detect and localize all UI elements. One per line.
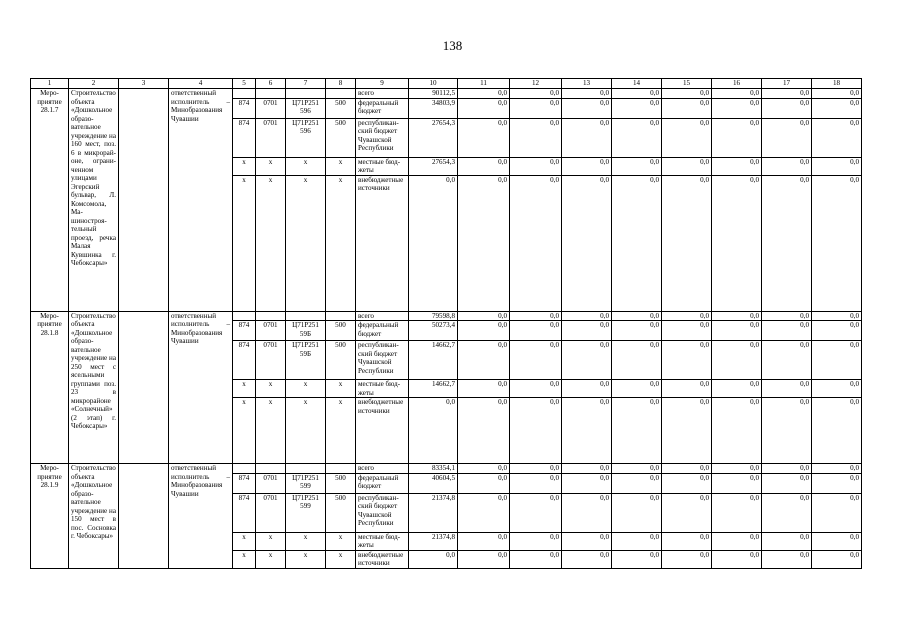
amount-year: 0,0 [562, 493, 612, 532]
expense-type-code: 500 [326, 493, 356, 532]
amount-year: 0,0 [662, 118, 712, 157]
target-article-code: x [286, 398, 326, 464]
amount-year: 0,0 [612, 321, 662, 341]
amount-year: 0,0 [510, 493, 562, 532]
amount-year: 0,0 [562, 341, 612, 380]
amount-year: 0,0 [458, 380, 510, 398]
responsible-executor: ответственный исполнитель – Минобразования Чувашии [169, 311, 233, 464]
amount-year: 0,0 [712, 532, 762, 550]
amount-year: 0,0 [812, 532, 862, 550]
amount-year: 0,0 [812, 311, 862, 321]
amount-year: 0,0 [510, 118, 562, 157]
amount-total: 27654,3 [409, 118, 458, 157]
amount-total: 40604,5 [409, 473, 458, 493]
amount-year: 0,0 [812, 464, 862, 474]
amount-year: 0,0 [712, 311, 762, 321]
target-article-code: x [286, 532, 326, 550]
funding-source: всего [356, 311, 409, 321]
column-number: 10 [409, 79, 458, 89]
column-number: 5 [233, 79, 256, 89]
amount-year: 0,0 [510, 321, 562, 341]
column-number: 7 [286, 79, 326, 89]
table-row [31, 89, 862, 99]
amount-total: 21374,8 [409, 493, 458, 532]
amount-year: 0,0 [662, 380, 712, 398]
target-article-code [286, 311, 326, 321]
section-code: 0701 [256, 321, 286, 341]
amount-year: 0,0 [662, 532, 712, 550]
column-number: 13 [562, 79, 612, 89]
grbs-code: x [233, 380, 256, 398]
amount-year: 0,0 [612, 380, 662, 398]
grbs-code: x [233, 532, 256, 550]
event-number: Мероприятие 28.1.9 [31, 464, 69, 569]
amount-year: 0,0 [662, 321, 712, 341]
section-code: x [256, 380, 286, 398]
amount-year: 0,0 [762, 493, 812, 532]
amount-year: 0,0 [812, 157, 862, 175]
amount-year: 0,0 [612, 464, 662, 474]
amount-year: 0,0 [712, 175, 762, 311]
amount-year: 0,0 [662, 341, 712, 380]
amount-year: 0,0 [812, 473, 862, 493]
amount-year: 0,0 [762, 398, 812, 464]
expense-type-code: x [326, 550, 356, 568]
expense-type-code [326, 464, 356, 474]
amount-year: 0,0 [458, 175, 510, 311]
amount-year: 0,0 [712, 380, 762, 398]
section-code [256, 311, 286, 321]
amount-year: 0,0 [662, 157, 712, 175]
amount-year: 0,0 [510, 464, 562, 474]
section-code: x [256, 175, 286, 311]
funding-source: местные бюджеты [356, 532, 409, 550]
empty-cell [119, 311, 169, 464]
funding-source: внебюджетные источники [356, 550, 409, 568]
amount-year: 0,0 [458, 493, 510, 532]
empty-cell [119, 464, 169, 569]
amount-year: 0,0 [662, 175, 712, 311]
column-number: 18 [812, 79, 862, 89]
section-code: x [256, 398, 286, 464]
grbs-code: 874 [233, 98, 256, 118]
amount-year: 0,0 [762, 550, 812, 568]
amount-year: 0,0 [762, 175, 812, 311]
target-article-code: Ц71P251 599 [286, 473, 326, 493]
amount-year: 0,0 [812, 118, 862, 157]
amount-year: 0,0 [812, 175, 862, 311]
amount-year: 0,0 [510, 311, 562, 321]
table-row [31, 464, 862, 474]
amount-year: 0,0 [612, 311, 662, 321]
section-code: 0701 [256, 473, 286, 493]
column-number: 15 [662, 79, 712, 89]
amount-year: 0,0 [762, 89, 812, 99]
amount-total: 14662,7 [409, 380, 458, 398]
responsible-executor: ответственный исполнитель – Минобразования Чувашии [169, 89, 233, 312]
amount-year: 0,0 [612, 341, 662, 380]
target-article-code: Ц71P251 59Б [286, 341, 326, 380]
funding-source: внебюджетные источники [356, 175, 409, 311]
amount-year: 0,0 [510, 98, 562, 118]
funding-source: всего [356, 89, 409, 99]
amount-year: 0,0 [712, 550, 762, 568]
funding-source: федеральный бюджет [356, 321, 409, 341]
amount-year: 0,0 [612, 118, 662, 157]
amount-year: 0,0 [662, 550, 712, 568]
page-number: 138 [442, 38, 463, 53]
expense-type-code: 500 [326, 341, 356, 380]
amount-year: 0,0 [510, 550, 562, 568]
grbs-code [233, 89, 256, 99]
amount-year: 0,0 [562, 380, 612, 398]
amount-year: 0,0 [562, 98, 612, 118]
amount-total: 21374,8 [409, 532, 458, 550]
amount-year: 0,0 [510, 89, 562, 99]
column-number: 2 [69, 79, 119, 89]
amount-total: 14662,7 [409, 341, 458, 380]
funding-source: федеральный бюджет [356, 98, 409, 118]
amount-year: 0,0 [562, 550, 612, 568]
grbs-code: 874 [233, 118, 256, 157]
section-code: x [256, 157, 286, 175]
amount-year: 0,0 [812, 341, 862, 380]
amount-year: 0,0 [612, 98, 662, 118]
funding-source: федеральный бюджет [356, 473, 409, 493]
amount-year: 0,0 [662, 464, 712, 474]
amount-year: 0,0 [662, 493, 712, 532]
expense-type-code: 500 [326, 321, 356, 341]
amount-year: 0,0 [562, 464, 612, 474]
expense-type-code: x [326, 532, 356, 550]
target-article-code: Ц71P251 596 [286, 98, 326, 118]
target-article-code: Ц71P251 596 [286, 118, 326, 157]
empty-cell [119, 89, 169, 312]
amount-total: 50273,4 [409, 321, 458, 341]
funding-source: республиканский бюджет Чувашской Республики [356, 493, 409, 532]
section-code: x [256, 550, 286, 568]
amount-year: 0,0 [762, 341, 812, 380]
amount-year: 0,0 [662, 89, 712, 99]
amount-year: 0,0 [612, 175, 662, 311]
grbs-code: 874 [233, 493, 256, 532]
amount-year: 0,0 [712, 118, 762, 157]
amount-year: 0,0 [612, 157, 662, 175]
amount-year: 0,0 [712, 89, 762, 99]
target-article-code: x [286, 550, 326, 568]
amount-year: 0,0 [712, 157, 762, 175]
expense-type-code: 500 [326, 473, 356, 493]
column-number: 3 [119, 79, 169, 89]
amount-year: 0,0 [712, 321, 762, 341]
amount-year: 0,0 [458, 311, 510, 321]
expense-type-code: x [326, 398, 356, 464]
column-number: 17 [762, 79, 812, 89]
column-number: 12 [510, 79, 562, 89]
amount-year: 0,0 [510, 175, 562, 311]
amount-year: 0,0 [458, 89, 510, 99]
amount-year: 0,0 [612, 532, 662, 550]
target-article-code [286, 464, 326, 474]
amount-year: 0,0 [612, 493, 662, 532]
amount-year: 0,0 [812, 321, 862, 341]
target-article-code: Ц71P251 599 [286, 493, 326, 532]
amount-year: 0,0 [712, 98, 762, 118]
event-description: Строительство объекта «Дошкольное образовательное учреждение на 250 мест с ясельными группами поз. 23 в микрорайоне «Солнечный» (2 этап) г. Чебоксары» [69, 311, 119, 464]
table-row [31, 311, 862, 321]
amount-year: 0,0 [762, 311, 812, 321]
amount-year: 0,0 [510, 341, 562, 380]
amount-year: 0,0 [562, 118, 612, 157]
column-number: 6 [256, 79, 286, 89]
amount-total: 0,0 [409, 398, 458, 464]
amount-year: 0,0 [812, 89, 862, 99]
event-description: Строительство объекта «Дошкольное образовательное учреждение на 160 мест, поз. 6 в микрорайоне, ограниченном улицами Эгерский бульвар, Л. Комсомола, Машиностроятельный проезд, речка Малая Кувшинка г. Чебоксары» [69, 89, 119, 312]
expense-type-code [326, 311, 356, 321]
section-code: 0701 [256, 118, 286, 157]
section-code: 0701 [256, 98, 286, 118]
amount-year: 0,0 [562, 175, 612, 311]
funding-source: республиканский бюджет Чувашской Республики [356, 118, 409, 157]
funding-source: республиканский бюджет Чувашской Республики [356, 341, 409, 380]
amount-year: 0,0 [562, 89, 612, 99]
target-article-code: x [286, 175, 326, 311]
amount-year: 0,0 [612, 473, 662, 493]
expense-type-code [326, 89, 356, 99]
amount-year: 0,0 [712, 341, 762, 380]
expense-type-code: x [326, 157, 356, 175]
target-article-code: Ц71P251 59Б [286, 321, 326, 341]
grbs-code: x [233, 175, 256, 311]
amount-year: 0,0 [712, 493, 762, 532]
section-code: 0701 [256, 493, 286, 532]
amount-year: 0,0 [662, 98, 712, 118]
amount-year: 0,0 [562, 532, 612, 550]
amount-year: 0,0 [762, 98, 812, 118]
amount-year: 0,0 [812, 380, 862, 398]
amount-year: 0,0 [510, 398, 562, 464]
expense-type-code: 500 [326, 118, 356, 157]
amount-year: 0,0 [812, 493, 862, 532]
event-description: Строительство объекта «Дошкольное образовательное учреждение на 150 мест в пос. Сосновка г. Чебоксары» [69, 464, 119, 569]
grbs-code: x [233, 157, 256, 175]
funding-source: внебюджетные источники [356, 398, 409, 464]
amount-year: 0,0 [458, 157, 510, 175]
funding-source: местные бюджеты [356, 157, 409, 175]
grbs-code: 874 [233, 473, 256, 493]
amount-year: 0,0 [562, 157, 612, 175]
column-number: 4 [169, 79, 233, 89]
amount-year: 0,0 [762, 157, 812, 175]
amount-total: 34803,9 [409, 98, 458, 118]
amount-year: 0,0 [458, 398, 510, 464]
amount-year: 0,0 [812, 550, 862, 568]
responsible-executor: ответственный исполнитель – Минобразования Чувашии [169, 464, 233, 569]
expense-type-code: x [326, 175, 356, 311]
grbs-code [233, 311, 256, 321]
amount-year: 0,0 [458, 473, 510, 493]
amount-year: 0,0 [812, 98, 862, 118]
column-number: 11 [458, 79, 510, 89]
amount-year: 0,0 [762, 118, 812, 157]
grbs-code: 874 [233, 341, 256, 380]
section-code: x [256, 532, 286, 550]
grbs-code: 874 [233, 321, 256, 341]
amount-year: 0,0 [612, 89, 662, 99]
grbs-code: x [233, 550, 256, 568]
amount-year: 0,0 [762, 473, 812, 493]
grbs-code [233, 464, 256, 474]
section-code: 0701 [256, 341, 286, 380]
amount-year: 0,0 [510, 532, 562, 550]
amount-year: 0,0 [812, 398, 862, 464]
amount-year: 0,0 [762, 380, 812, 398]
amount-year: 0,0 [458, 532, 510, 550]
amount-year: 0,0 [510, 157, 562, 175]
amount-year: 0,0 [458, 98, 510, 118]
target-article-code: x [286, 380, 326, 398]
amount-year: 0,0 [712, 473, 762, 493]
column-number: 14 [612, 79, 662, 89]
amount-year: 0,0 [662, 311, 712, 321]
amount-year: 0,0 [458, 464, 510, 474]
amount-total: 79598,8 [409, 311, 458, 321]
amount-year: 0,0 [712, 398, 762, 464]
amount-total: 83354,1 [409, 464, 458, 474]
amount-year: 0,0 [562, 311, 612, 321]
event-number: Мероприятие 28.1.8 [31, 311, 69, 464]
amount-total: 90112,5 [409, 89, 458, 99]
funding-source: всего [356, 464, 409, 474]
amount-year: 0,0 [510, 380, 562, 398]
column-number: 9 [356, 79, 409, 89]
column-number-row [31, 79, 862, 89]
event-number: Мероприятие 28.1.7 [31, 89, 69, 312]
column-number: 16 [712, 79, 762, 89]
funding-source: местные бюджеты [356, 380, 409, 398]
table-body [31, 79, 862, 569]
amount-year: 0,0 [762, 532, 812, 550]
amount-total: 0,0 [409, 550, 458, 568]
amount-year: 0,0 [762, 464, 812, 474]
amount-total: 0,0 [409, 175, 458, 311]
amount-year: 0,0 [662, 473, 712, 493]
amount-year: 0,0 [458, 118, 510, 157]
amount-year: 0,0 [458, 321, 510, 341]
amount-year: 0,0 [562, 321, 612, 341]
column-number: 1 [31, 79, 69, 89]
amount-year: 0,0 [612, 398, 662, 464]
target-article-code: x [286, 157, 326, 175]
target-article-code [286, 89, 326, 99]
amount-year: 0,0 [458, 550, 510, 568]
amount-total: 27654,3 [409, 157, 458, 175]
amount-year: 0,0 [712, 464, 762, 474]
amount-year: 0,0 [762, 321, 812, 341]
amount-year: 0,0 [562, 473, 612, 493]
amount-year: 0,0 [510, 473, 562, 493]
amount-year: 0,0 [612, 550, 662, 568]
expense-type-code: 500 [326, 98, 356, 118]
section-code [256, 89, 286, 99]
amount-year: 0,0 [562, 398, 612, 464]
amount-year: 0,0 [458, 341, 510, 380]
amount-year: 0,0 [662, 398, 712, 464]
column-number: 8 [326, 79, 356, 89]
section-code [256, 464, 286, 474]
grbs-code: x [233, 398, 256, 464]
budget-table [30, 78, 862, 569]
expense-type-code: x [326, 380, 356, 398]
